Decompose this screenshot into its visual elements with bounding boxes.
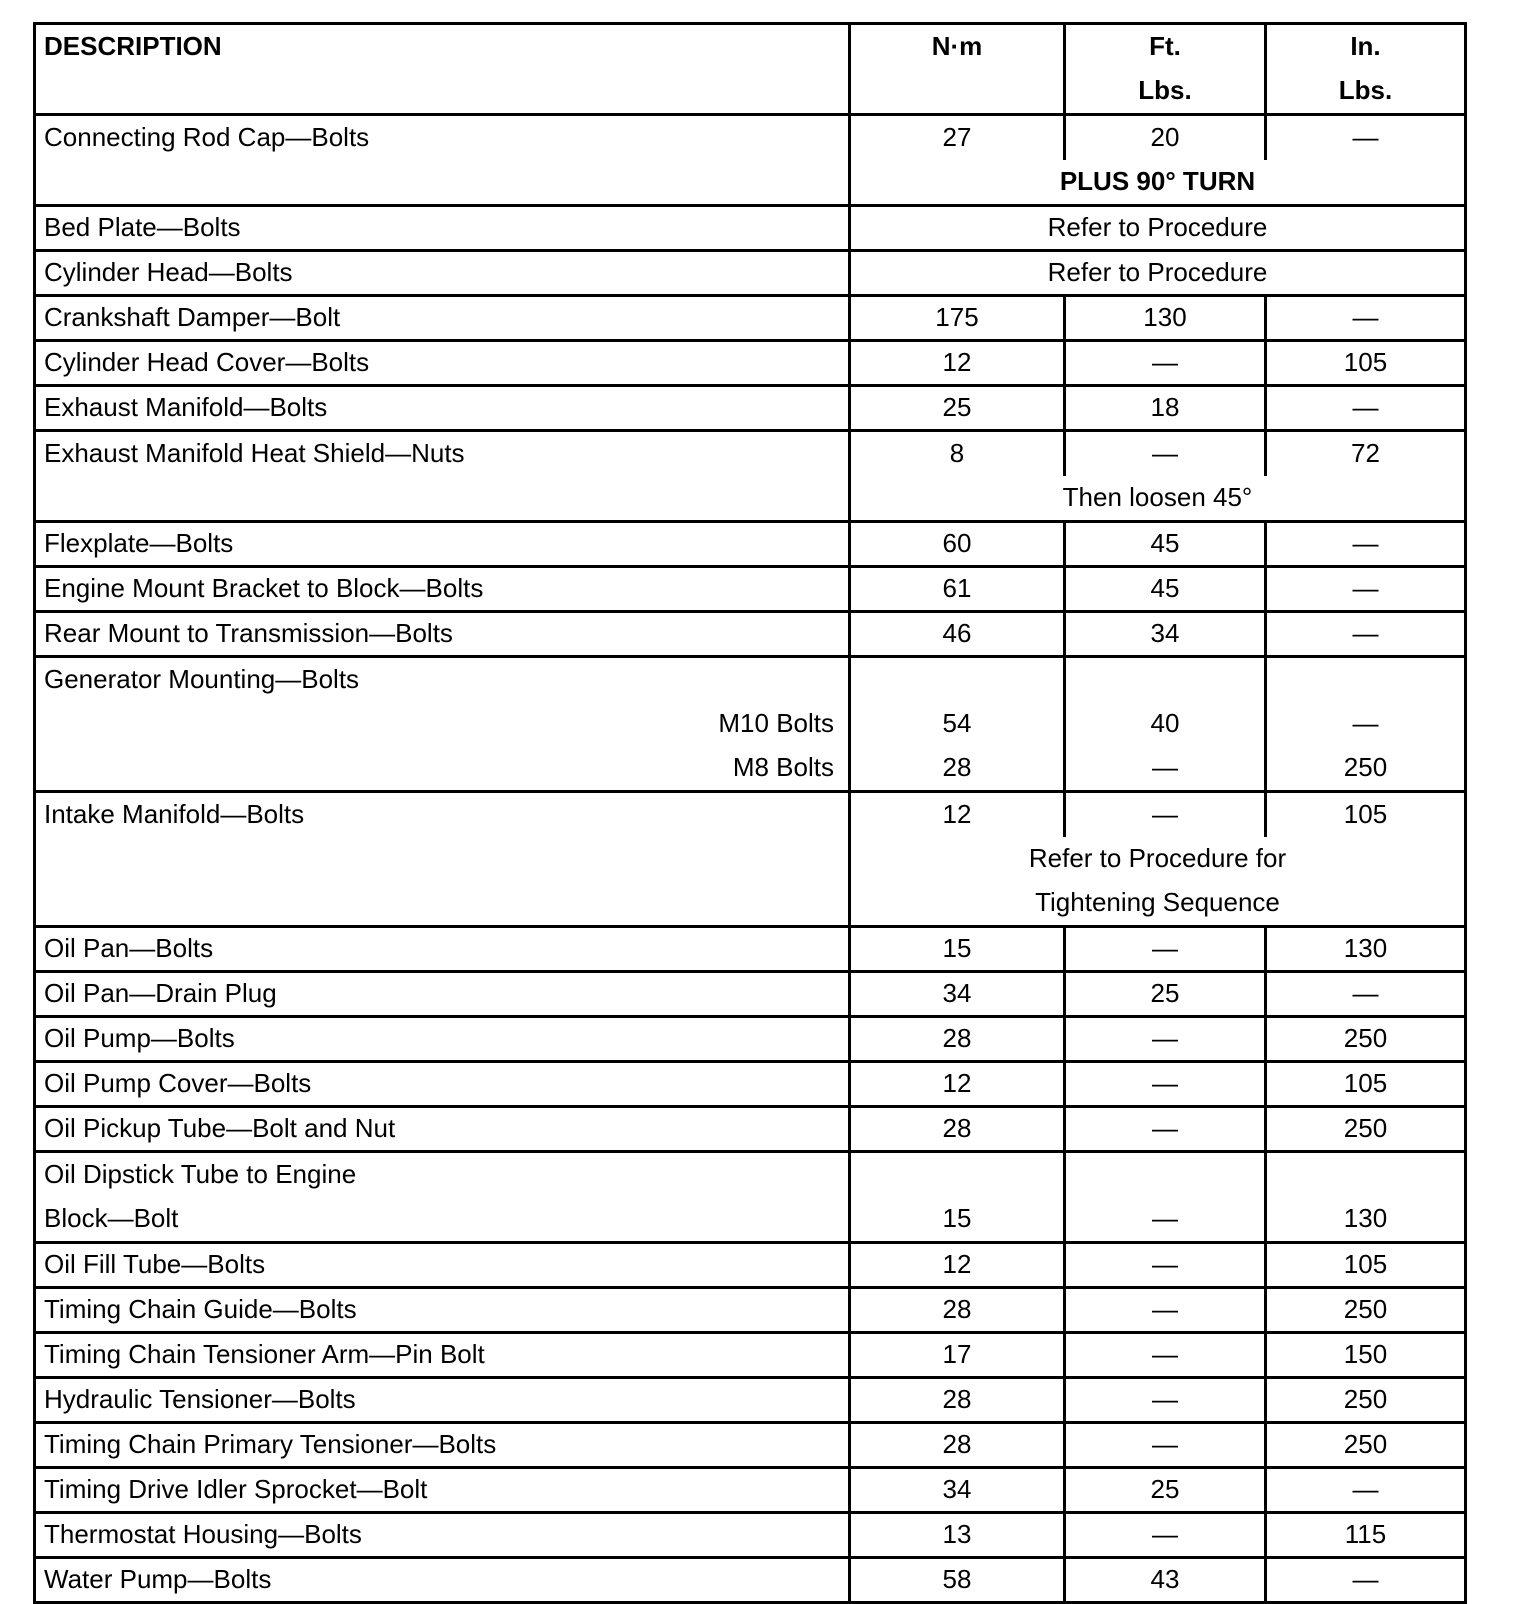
blank-line: [1267, 1153, 1464, 1197]
description-text: Bed Plate—Bolts: [44, 212, 241, 242]
nm-value: 17: [942, 1339, 972, 1369]
description-text: Oil Pump Cover—Bolts: [44, 1068, 312, 1098]
ft-value: —: [1152, 799, 1178, 829]
nm-cell: [850, 1423, 1065, 1468]
nm-cell: [850, 522, 1065, 567]
nm-cell: [850, 1062, 1065, 1107]
nm-cell: [850, 1243, 1065, 1288]
in-cell: [1266, 1243, 1466, 1288]
in-value: 72: [1351, 438, 1380, 468]
ft-cell: [1065, 1513, 1266, 1558]
nm-cell: [850, 972, 1065, 1017]
nm-cell: [850, 927, 1065, 972]
description-text: Exhaust Manifold Heat Shield—Nuts: [44, 438, 465, 468]
nm-cell: [850, 386, 1065, 431]
ft-cell: [1065, 1558, 1266, 1603]
ft-cell: [1065, 522, 1266, 567]
table-row: [35, 972, 1466, 1017]
in-cell: [1266, 972, 1466, 1017]
ft-cell: [1065, 1378, 1266, 1423]
table-row: [35, 792, 1466, 838]
description-cell: [35, 1423, 850, 1468]
description-text: Oil Pump—Bolts: [44, 1023, 235, 1053]
nm-cell: [850, 1152, 1065, 1243]
ft-value: —: [1152, 1339, 1178, 1369]
in-cell: [1266, 1288, 1466, 1333]
table-row: [35, 1558, 1466, 1603]
ft-value: 45: [1150, 528, 1180, 558]
ft-value: 25: [1150, 978, 1180, 1008]
ft-value: —: [1152, 438, 1178, 468]
description-cell: [35, 927, 850, 972]
header-cell-text: N·m: [931, 31, 983, 61]
nm-value: 13: [942, 1519, 972, 1549]
description-text: Cylinder Head—Bolts: [44, 257, 293, 287]
ft-cell: [1065, 567, 1266, 612]
description-cell: [35, 972, 850, 1017]
in-cell: [1266, 1378, 1466, 1423]
header-nm: [850, 24, 1065, 115]
in-value: —: [1352, 573, 1379, 603]
sub-label: M8 Bolts: [732, 752, 834, 782]
table-row: [35, 1152, 1466, 1243]
description-cell: [35, 1468, 850, 1513]
note-text: Refer to Procedure for: [1028, 843, 1287, 873]
in-value: 130: [1343, 933, 1388, 963]
description-text: Generator Mounting—Bolts: [44, 664, 360, 694]
nm-value: 12: [942, 347, 972, 377]
ft-cell: [1065, 657, 1266, 792]
in-cell: [1266, 927, 1466, 972]
ft-value: —: [1152, 1113, 1178, 1143]
ft-cell: [1065, 612, 1266, 657]
description-text: Timing Chain Guide—Bolts: [44, 1294, 357, 1324]
blank-line: [1066, 658, 1264, 702]
nm-cell: [850, 1558, 1065, 1603]
sub-label: M10 Bolts: [718, 708, 834, 738]
description-cell: [35, 1288, 850, 1333]
description-cell: [35, 1107, 850, 1152]
table-row: [35, 1513, 1466, 1558]
nm-value: 54: [942, 708, 972, 738]
nm-value: 61: [942, 573, 972, 603]
ft-value: —: [1152, 1294, 1178, 1324]
in-cell: [1266, 386, 1466, 431]
ft-value: 20: [1150, 122, 1180, 152]
description-cell: [35, 431, 850, 522]
table-row: [35, 341, 1466, 386]
in-value: 105: [1343, 1249, 1388, 1279]
description-cell: [35, 1062, 850, 1107]
nm-value: 25: [942, 392, 972, 422]
nm-value: 28: [942, 1294, 972, 1324]
in-value: —: [1352, 708, 1379, 738]
in-value: 250: [1343, 752, 1388, 782]
nm-value: 28: [942, 1429, 972, 1459]
in-cell: [1266, 1017, 1466, 1062]
span-text: Refer to Procedure: [1047, 257, 1268, 287]
note-cell: [850, 476, 1466, 522]
table-row: [35, 1288, 1466, 1333]
description-cell: [35, 1378, 850, 1423]
in-value: 250: [1343, 1429, 1388, 1459]
ft-value: 34: [1150, 618, 1180, 648]
nm-value: 8: [949, 438, 965, 468]
ft-value: 130: [1143, 302, 1187, 332]
nm-cell: [850, 657, 1065, 792]
nm-value: 28: [942, 1023, 972, 1053]
table-row: [35, 296, 1466, 341]
span-text: Refer to Procedure: [1047, 212, 1268, 242]
nm-value: 28: [942, 752, 972, 782]
table-row: [35, 1333, 1466, 1378]
ft-cell: [1065, 296, 1266, 341]
table-row: [35, 1107, 1466, 1152]
nm-cell: [850, 1378, 1065, 1423]
description-text: Oil Pan—Bolts: [44, 933, 214, 963]
header-in: [1266, 24, 1466, 115]
header-description: [35, 24, 850, 115]
header-cell-text: Lbs.: [1338, 75, 1393, 105]
note-text: PLUS 90° TURN: [1059, 166, 1256, 196]
description-text: Exhaust Manifold—Bolts: [44, 392, 328, 422]
ft-cell: [1065, 1107, 1266, 1152]
in-cell: [1266, 1152, 1466, 1243]
description-cell: [35, 115, 850, 206]
nm-cell: [850, 1288, 1065, 1333]
description-cell: [35, 251, 850, 296]
nm-cell: [850, 612, 1065, 657]
in-value: 250: [1343, 1113, 1388, 1143]
ft-value: —: [1152, 1519, 1178, 1549]
description-cell: [35, 1017, 850, 1062]
in-value: 250: [1343, 1384, 1388, 1414]
ft-cell: [1065, 1062, 1266, 1107]
description-text: Cylinder Head Cover—Bolts: [44, 347, 370, 377]
table-row: [35, 1017, 1466, 1062]
table-row: [35, 1062, 1466, 1107]
ft-cell: [1065, 1468, 1266, 1513]
table-row: [35, 1468, 1466, 1513]
in-value: 105: [1343, 799, 1388, 829]
in-value: —: [1352, 528, 1379, 558]
ft-value: —: [1152, 1384, 1178, 1414]
blank-line: [1066, 1153, 1264, 1197]
header-cell-text: DESCRIPTION: [44, 31, 222, 61]
description-text: Oil Pickup Tube—Bolt and Nut: [44, 1113, 396, 1143]
description-text: Timing Chain Tensioner Arm—Pin Bolt: [44, 1339, 485, 1369]
in-value: 150: [1343, 1339, 1388, 1369]
table-row: [35, 206, 1466, 251]
description-text: Timing Chain Primary Tensioner—Bolts: [44, 1429, 497, 1459]
description-text: Timing Drive Idler Sprocket—Bolt: [44, 1474, 428, 1504]
table-row: [35, 1423, 1466, 1468]
in-value: 115: [1344, 1519, 1387, 1549]
note-cell: [850, 160, 1466, 206]
nm-value: 12: [942, 1249, 972, 1279]
in-value: —: [1352, 978, 1379, 1008]
table-row: [35, 612, 1466, 657]
in-cell: [1266, 1107, 1466, 1152]
ft-value: —: [1152, 1429, 1178, 1459]
in-cell: [1266, 1423, 1466, 1468]
in-cell: [1266, 612, 1466, 657]
header-cell-text: Ft.: [1149, 31, 1181, 61]
ft-value: —: [1152, 347, 1178, 377]
ft-cell: [1065, 972, 1266, 1017]
in-cell: [1266, 567, 1466, 612]
in-value: —: [1352, 1564, 1379, 1594]
nm-value: 46: [942, 618, 972, 648]
in-value: 250: [1343, 1023, 1388, 1053]
nm-cell: [850, 1513, 1065, 1558]
description-text: Thermostat Housing—Bolts: [44, 1519, 362, 1549]
table-row: [35, 1378, 1466, 1423]
in-value: —: [1352, 302, 1379, 332]
nm-value: 34: [942, 978, 972, 1008]
in-cell: [1266, 1468, 1466, 1513]
span-cell: [850, 251, 1466, 296]
in-cell: [1266, 341, 1466, 386]
nm-cell: [850, 567, 1065, 612]
nm-value: 15: [942, 933, 972, 963]
header-ft: [1065, 24, 1266, 115]
in-value: 130: [1343, 1203, 1388, 1233]
header-row: [35, 24, 1466, 115]
in-value: —: [1352, 618, 1379, 648]
ft-cell: [1065, 1017, 1266, 1062]
description-cell: [35, 386, 850, 431]
blank-line: [1267, 658, 1464, 702]
nm-value: 28: [942, 1384, 972, 1414]
ft-cell: [1065, 1423, 1266, 1468]
ft-value: 43: [1150, 1564, 1180, 1594]
description-cell: [35, 1243, 850, 1288]
in-cell: [1266, 115, 1466, 161]
header-cell-text: Lbs.: [1138, 75, 1192, 105]
description-cell: [35, 296, 850, 341]
ft-cell: [1065, 386, 1266, 431]
table-row: [35, 431, 1466, 477]
ft-cell: [1065, 431, 1266, 477]
in-cell: [1266, 1558, 1466, 1603]
description-cell: [35, 206, 850, 251]
nm-cell: [850, 1468, 1065, 1513]
description-cell: [35, 1152, 850, 1243]
in-value: —: [1352, 1474, 1379, 1504]
ft-value: —: [1152, 933, 1178, 963]
in-cell: [1266, 792, 1466, 838]
ft-value: —: [1152, 1068, 1178, 1098]
ft-cell: [1065, 115, 1266, 161]
description-text: Hydraulic Tensioner—Bolts: [44, 1384, 356, 1414]
ft-value: —: [1152, 1203, 1178, 1233]
ft-cell: [1065, 341, 1266, 386]
ft-value: —: [1152, 1249, 1178, 1279]
description-cell: [35, 522, 850, 567]
table-row: [35, 927, 1466, 972]
in-cell: [1266, 296, 1466, 341]
ft-cell: [1065, 1243, 1266, 1288]
nm-value: 175: [935, 302, 979, 332]
description-text: Engine Mount Bracket to Block—Bolts: [44, 573, 484, 603]
torque-specifications-table: [33, 22, 1467, 1604]
description-cell: [35, 1513, 850, 1558]
nm-cell: [850, 792, 1065, 838]
nm-value: 60: [942, 528, 972, 558]
nm-value: 28: [942, 1113, 972, 1143]
table-row: [35, 522, 1466, 567]
description-text: Block—Bolt: [44, 1203, 179, 1233]
blank-line: [851, 658, 1063, 702]
in-cell: [1266, 522, 1466, 567]
span-cell: [850, 206, 1466, 251]
in-cell: [1266, 1062, 1466, 1107]
description-cell: [35, 792, 850, 927]
description-cell: [35, 1333, 850, 1378]
description-text: Oil Dipstick Tube to Engine: [44, 1159, 357, 1189]
blank-line: [851, 1153, 1063, 1197]
ft-cell: [1065, 927, 1266, 972]
description-text: Connecting Rod Cap—Bolts: [44, 122, 370, 152]
nm-cell: [850, 431, 1065, 477]
nm-value: 27: [942, 122, 972, 152]
nm-cell: [850, 296, 1065, 341]
description-cell: [35, 341, 850, 386]
description-text: Crankshaft Damper—Bolt: [44, 302, 341, 332]
in-value: —: [1352, 122, 1379, 152]
header-cell-text: In.: [1350, 31, 1381, 61]
description-cell: [35, 612, 850, 657]
nm-value: 58: [942, 1564, 972, 1594]
table-row: [35, 115, 1466, 161]
ft-cell: [1065, 1152, 1266, 1243]
nm-value: 12: [942, 799, 972, 829]
in-cell: [1266, 1333, 1466, 1378]
description-text: Flexplate—Bolts: [44, 528, 234, 558]
ft-value: 25: [1150, 1474, 1180, 1504]
table-row: [35, 251, 1466, 296]
in-value: 105: [1343, 347, 1388, 377]
nm-value: 12: [942, 1068, 972, 1098]
table-row: [35, 386, 1466, 431]
ft-value: —: [1152, 752, 1178, 782]
in-cell: [1266, 657, 1466, 792]
nm-cell: [850, 1333, 1065, 1378]
description-cell: [35, 1558, 850, 1603]
description-text: Water Pump—Bolts: [44, 1564, 272, 1594]
note-cell: [850, 837, 1466, 927]
description-text: Intake Manifold—Bolts: [44, 799, 305, 829]
in-cell: [1266, 431, 1466, 477]
description-text: Oil Pan—Drain Plug: [44, 978, 277, 1008]
nm-cell: [850, 341, 1065, 386]
description-text: Oil Fill Tube—Bolts: [44, 1249, 266, 1279]
ft-value: —: [1152, 1023, 1178, 1053]
table-row: [35, 657, 1466, 792]
in-value: 105: [1343, 1068, 1388, 1098]
table-row: [35, 1243, 1466, 1288]
ft-cell: [1065, 1333, 1266, 1378]
description-text: Rear Mount to Transmission—Bolts: [44, 618, 453, 648]
nm-value: 34: [942, 1474, 972, 1504]
in-cell: [1266, 1513, 1466, 1558]
description-cell: [35, 567, 850, 612]
note-text: Tightening Sequence: [1035, 887, 1280, 917]
ft-value: 45: [1150, 573, 1180, 603]
description-cell: [35, 657, 850, 792]
ft-cell: [1065, 1288, 1266, 1333]
ft-value: 18: [1150, 392, 1180, 422]
in-value: 250: [1343, 1294, 1388, 1324]
nm-cell: [850, 1107, 1065, 1152]
in-value: —: [1352, 392, 1379, 422]
ft-cell: [1065, 792, 1266, 838]
ft-value: 40: [1150, 708, 1180, 738]
nm-value: 15: [942, 1203, 972, 1233]
note-text: Then loosen 45°: [1062, 482, 1253, 512]
nm-cell: [850, 115, 1065, 161]
table-row: [35, 567, 1466, 612]
nm-cell: [850, 1017, 1065, 1062]
